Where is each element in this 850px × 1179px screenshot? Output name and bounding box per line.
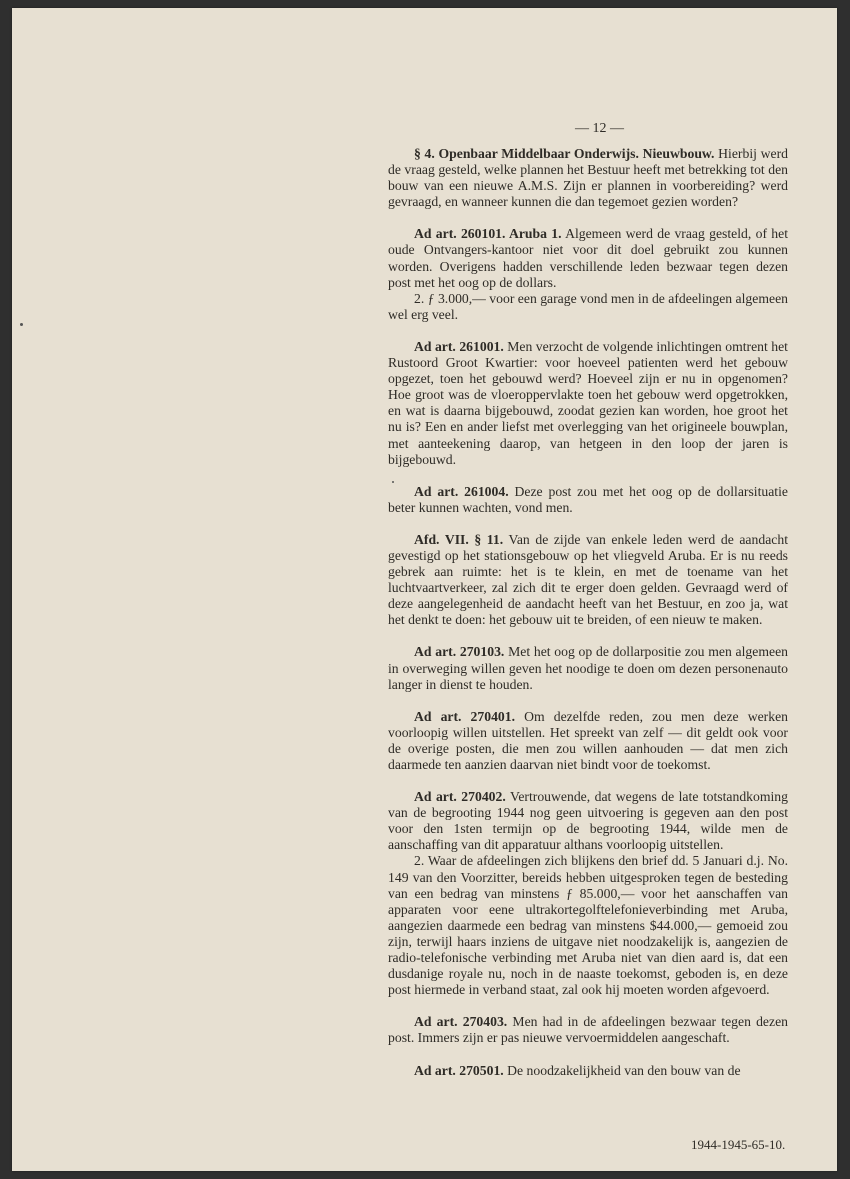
paragraph-art-270403 [388,1014,788,1046]
paragraph-afd-vii [388,532,788,629]
paragraph-body: Om dezelfde reden, zou men deze werken voorloopig willen uitstellen. Het spreekt van zelf — dit geldt ook voor de overige posten, die men zou willen aanhouden — dat men zich daarmede ten aanzien daarvan niet bindt voor de toekomst. [388,708,788,772]
paper-speck [20,323,23,326]
paragraph-body: Men verzocht de volgende inlichtingen omtrent het Rustoord Groot Kwartier: voor hoeveel patienten werd het gebouw opgezet, toen het gebouwd werd? Hoeveel zijn er nu in opgenomen? Hoe groot was de vloeroppervlakte toen het gebouw werd opgetrokken, en wat is daarna bijgebouwd, zoodat gezien kan worden, hoe groot het nu is? Een en ander liefst met overlegging van het origineele bouwplan, met aanteekening daarop, van hetgeen in den loop der jaren is bijgebouwd. [388,338,788,467]
paragraph-body: 2. Waar de afdeelingen zich blijkens den brief dd. 5 Januari d.j. No. 149 van den Voorzitter, bereids hebben uitgesproken tegen de besteding van een bedrag van minstens ƒ 85.000,— voor het aanschaffen van apparaten voor eene ultrakortegolftelefonieverbinding met Aruba, aangezien daarmede een bedrag van minstens $44.000,— gemoeid zou zijn, terwijl haars inziens de uitgave niet noodzakelijk is, aangezien de radio-telefonische verbinding met Aruba niet van dien aard is, dat een dusdanige royale nu, noch in de naaste toekomst, geboden is, en deze post hiermede in verband staat, zal ook hij moeten worden afgevoerd. [388,853,788,998]
paragraph-heading: Ad art. 270402. [414,789,506,805]
page-number: — 12 — [575,121,624,136]
paragraph-art-270501 [388,1063,788,1079]
paragraph-art-260101 [388,226,788,290]
paragraph-art-270402-item-2 [388,853,788,998]
paragraph-heading: Ad art. 260101. Aruba 1. [414,226,562,242]
paragraph-heading: Afd. VII. § 11. [414,531,504,547]
paragraph-heading: § 4. Openbaar Middelbaar Onderwijs. Nieuwbouw. [414,146,715,161]
paragraph-body: Vertrouwende, dat wegens de late totstandkoming van de begrooting 1944 nog geen uitvoering is gegeven aan den post voor den 1sten termijn op de begrooting 1944, wilde men de aanschaffing van dit apparatuur althans voorloopig uitstellen. [388,789,788,853]
paragraph-body: Hierbij werd de vraag gesteld, welke plannen het Bestuur heeft met betrekking tot den bouw van een nieuwe A.M.S. Zijn er plannen in voorbereiding? werd gevraagd, en wanneer kunnen die dan tegemoet gezien worden? [388,146,788,210]
paragraph-section-4 [388,146,788,210]
paragraph-body: 2. ƒ 3.000,— voor een garage vond men in de afdeelingen algemeen wel erg veel. [388,290,788,322]
paragraph-heading: Ad art. 270403. [414,1014,508,1030]
paragraph-body: Deze post zou met het oog op de dollarsituatie beter kunnen wachten, vond men. [388,483,788,515]
body-text [388,146,788,1095]
paragraph-body: Met het oog op de dollarpositie zou men algemeen in overweging willen geven het noodige te doen om dezen personenauto langer in dienst te houden. [388,644,788,692]
paragraph-body: De noodzakelijkheid van den bouw van de [503,1062,741,1078]
paragraph-art-260101-item-2 [388,291,788,323]
document-reference-code: 1944-1945-65-10. [691,1137,786,1152]
paragraph-body: Van de zijde van enkele leden werd de aandacht gevestigd op het stationsgebouw op het vliegveld Aruba. Er is nu reeds gebrek aan ruimte: het is te klein, en met de toename van het luchtvaartverkeer, zal zich dit te erger doen gelden. Gevraagd werd of deze aangelegenheid de aandacht heeft van het Bestuur, en zoo ja, wat het denkt te doen: het gebouw uit te breiden, of een nieuw te maken. [388,531,788,628]
paper-speck [392,481,394,483]
paragraph-heading: Ad art. 270501. [414,1062,504,1078]
paragraph-art-261001 [388,339,788,468]
paragraph-heading: Ad art. 270103. [414,644,505,660]
paragraph-art-270103 [388,644,788,692]
document-page [12,8,837,1171]
paragraph-heading: Ad art. 261001. [414,338,504,354]
paragraph-art-270402 [388,789,788,853]
paragraph-body: Algemeen werd de vraag gesteld, of het oude Ontvangers-kantoor niet voor dit doel gebruikt zou kunnen worden. Overigens hadden verschillende leden bezwaar tegen dezen post met het oog op de dollars. [388,226,788,290]
paragraph-heading: Ad art. 270401. [414,708,516,724]
paragraph-body: Men had in de afdeelingen bezwaar tegen dezen post. Immers zijn er pas nieuwe vervoermiddelen aangeschaft. [388,1014,788,1046]
paragraph-art-270401 [388,709,788,773]
paragraph-art-261004 [388,484,788,516]
paragraph-heading: Ad art. 261004. [414,483,509,499]
